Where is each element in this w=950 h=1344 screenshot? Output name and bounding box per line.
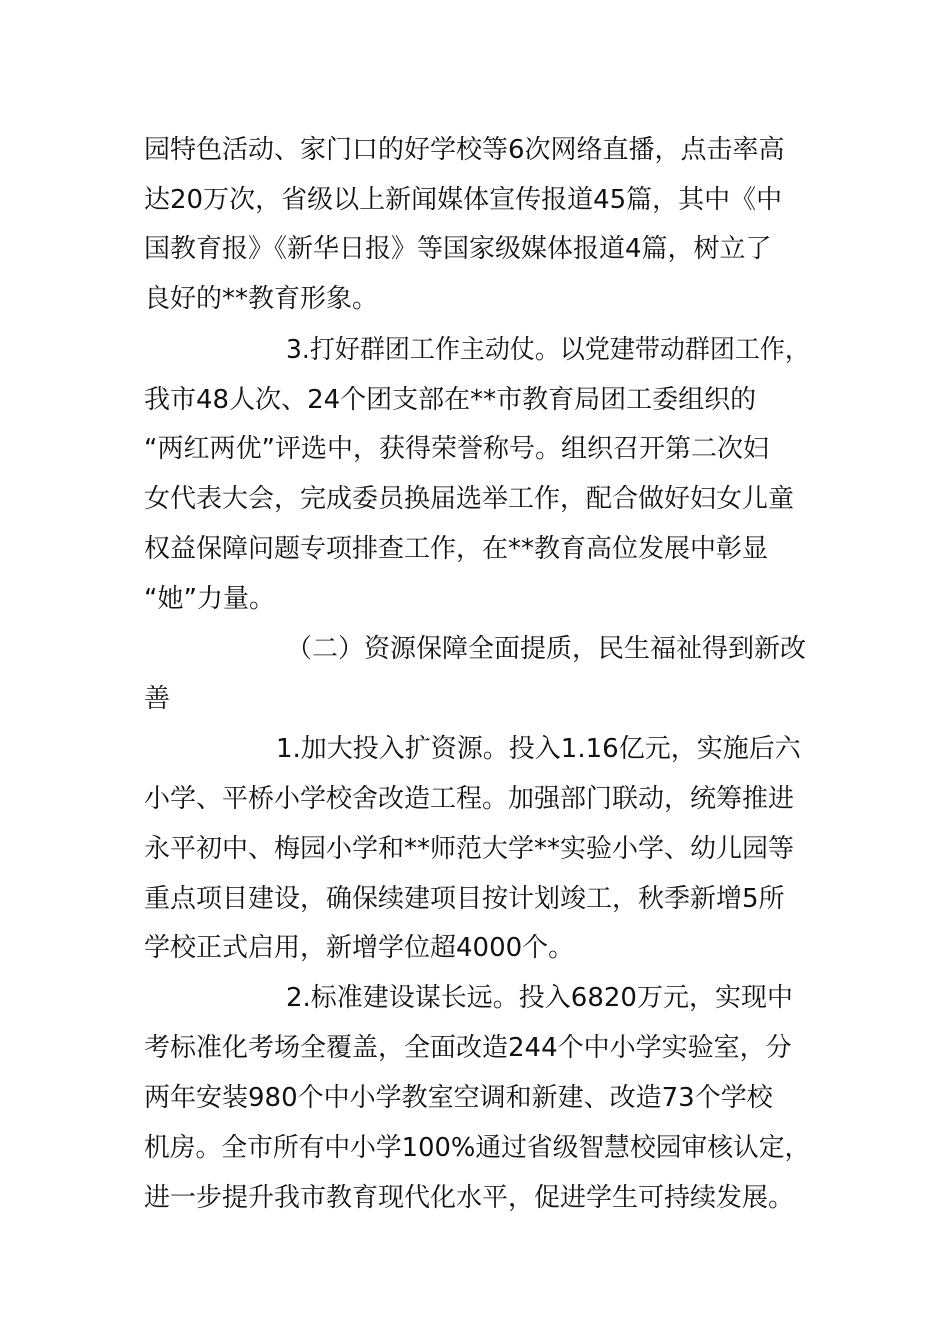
paragraph-line: 学校正式启用，新增学位超4000个。 [144, 933, 575, 963]
paragraph-line: 女代表大会，完成委员换届选举工作，配合做好妇女儿童 [144, 484, 795, 514]
paragraph-line: 园特色活动、家门口的好学校等6次网络直播，点击率高 [144, 135, 785, 165]
paragraph-line: “两红两优”评选中，获得荣誉称号。组织召开第二次妇 [144, 434, 769, 464]
subsection-heading-1: 1.加大投入扩资源。投入1.16亿元，实施后六 [276, 734, 801, 764]
paragraph-line: 永平初中、梅园小学和**师范大学**实验小学、幼儿园等 [144, 834, 795, 864]
paragraph-line: 两年安装980个中小学教室空调和新建、改造73个学校 [144, 1083, 773, 1113]
paragraph-line: 达20万次，省级以上新闻媒体宣传报道45篇，其中《中 [144, 185, 783, 215]
section-heading-2: （二）资源保障全面提质，民生福祉得到新改 [286, 634, 807, 664]
section-heading-3: 3.打好群团工作主动仗。以党建带动群团工作， [286, 335, 810, 365]
paragraph-line: 国教育报》《新华日报》等国家级媒体报道4篇，树立了 [144, 234, 772, 264]
paragraph-line: 小学、平桥小学校舍改造工程。加强部门联动，统筹推进 [144, 784, 795, 814]
subsection-heading-2: 2.标准建设谋长远。投入6820万元，实现中 [286, 983, 793, 1013]
paragraph-line: 重点项目建设，确保续建项目按计划竣工，秋季新增5所 [144, 884, 785, 914]
paragraph-line: 机房。全市所有中小学100%通过省级智慧校园审核认定， [144, 1133, 811, 1163]
paragraph-line: “她”力量。 [144, 584, 275, 614]
paragraph-line: 良好的**教育形象。 [144, 284, 379, 314]
paragraph-line: 考标准化考场全覆盖，全面改造244个中小学实验室，分 [144, 1033, 792, 1063]
paragraph-line: 权益保障问题专项排查工作，在**教育高位发展中彰显 [144, 534, 769, 564]
paragraph-line: 进一步提升我市教育现代化水平，促进学生可持续发展。 [144, 1183, 795, 1213]
section-heading-continuation: 善 [144, 684, 171, 714]
paragraph-line: 我市48人次、24个团支部在**市教育局团工委组织的 [144, 385, 757, 415]
